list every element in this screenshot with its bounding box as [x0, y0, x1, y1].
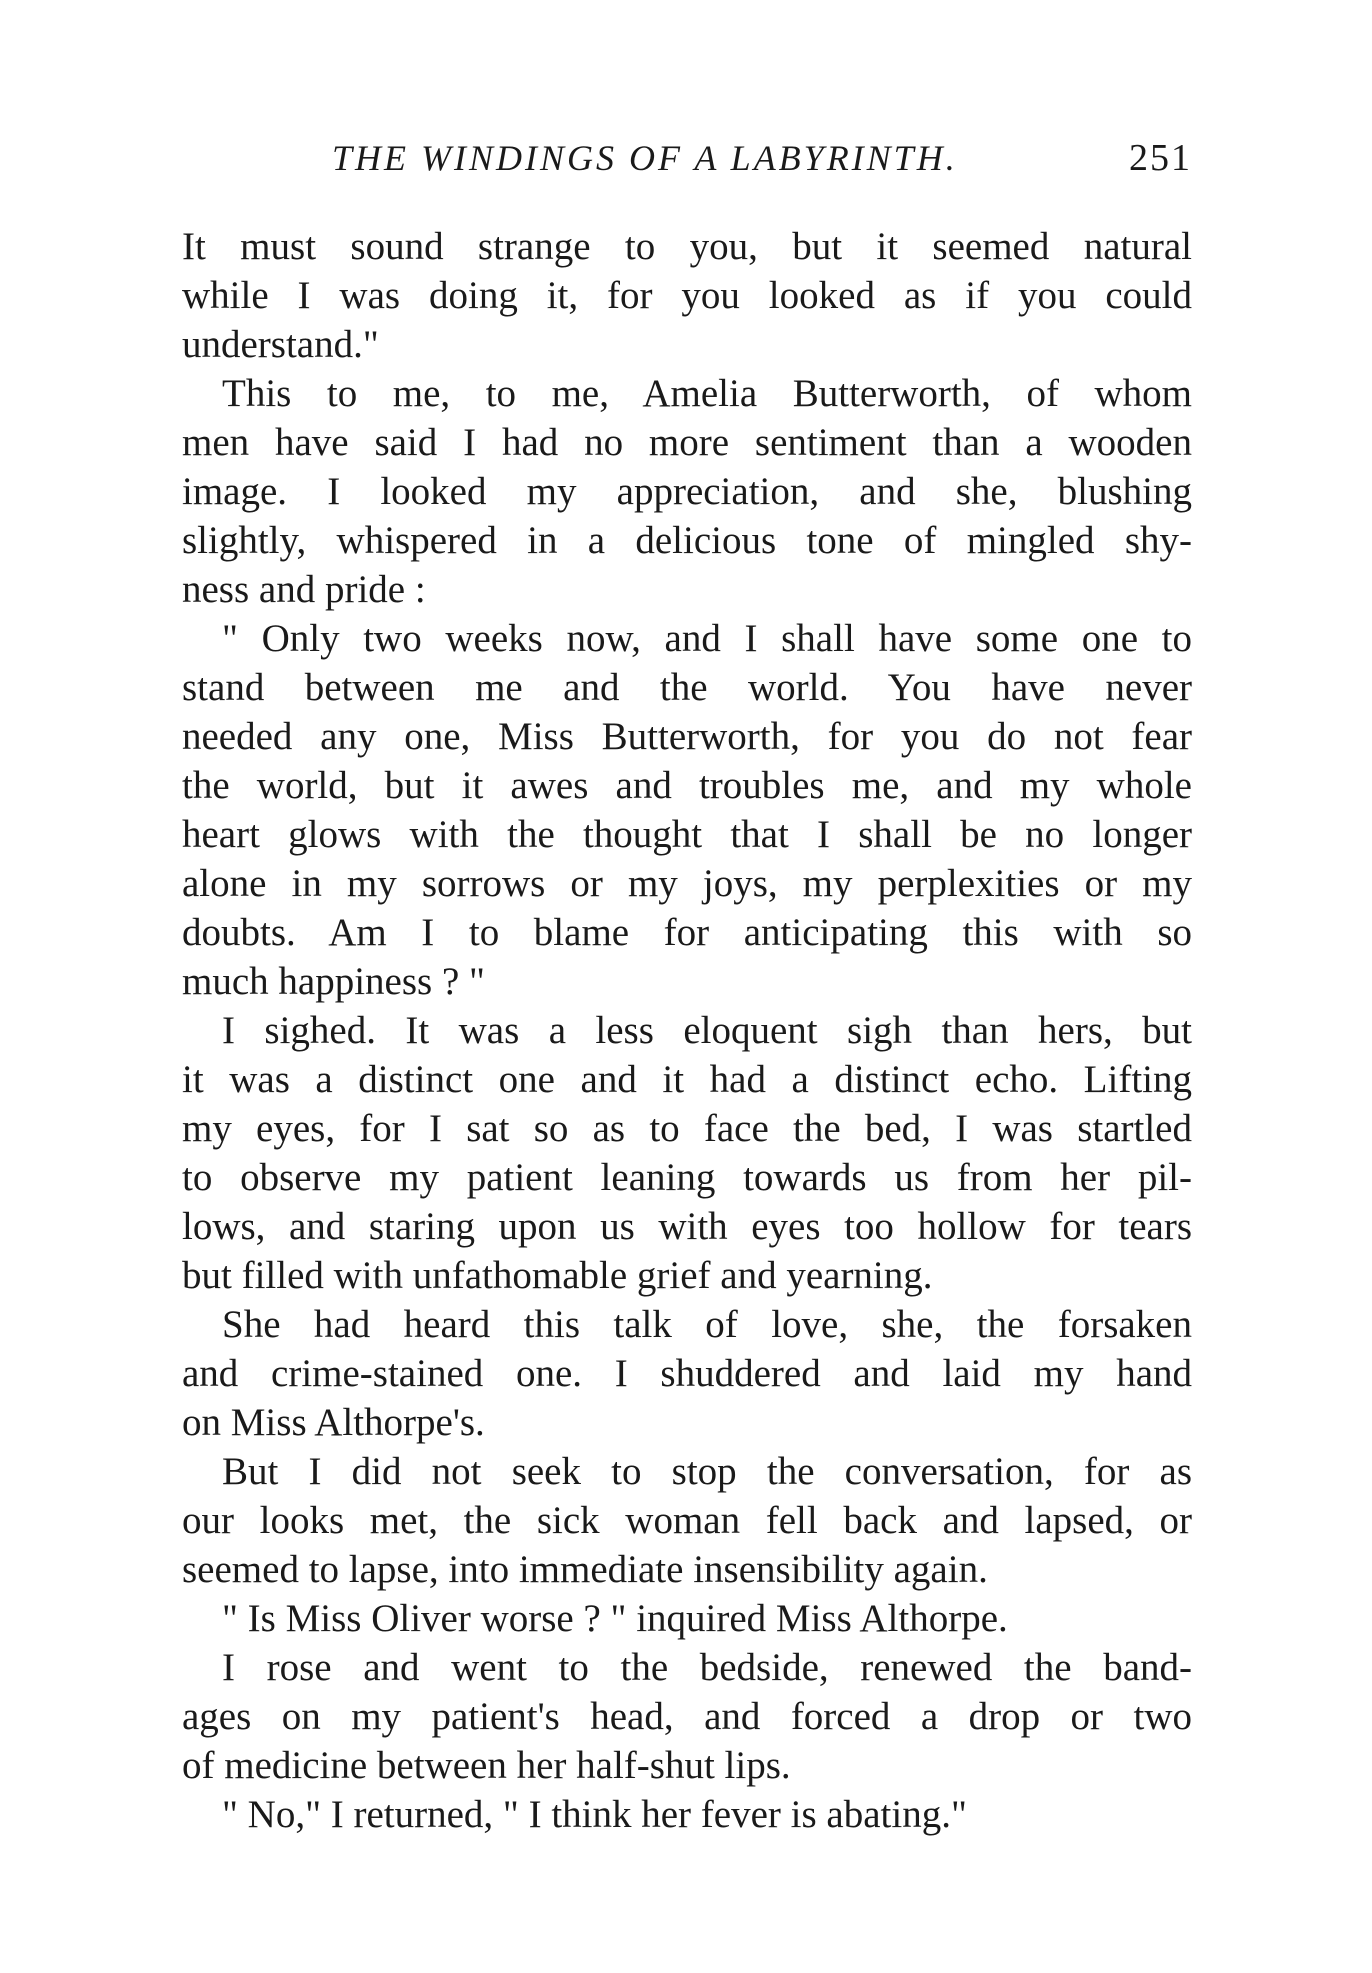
text-line: ness and pride :	[182, 568, 426, 611]
text-line: This to me, to me, Amelia Butterworth, of whom	[222, 372, 1192, 415]
text-line: " No," I returned, " I think her fever is abating."	[222, 1793, 967, 1836]
text-line: much happiness ? "	[182, 960, 485, 1003]
text-line: image. I looked my appreciation, and she, blushing	[182, 470, 1192, 513]
text-line: the world, but it awes and troubles me, and my whole	[182, 764, 1192, 807]
page-number: 251	[1129, 137, 1192, 179]
text-line: I rose and went to the bedside, renewed the band-	[222, 1646, 1192, 1689]
text-line: to observe my patient leaning towards us from her pil-	[182, 1156, 1192, 1199]
text-line: doubts. Am I to blame for anticipating this with so	[182, 911, 1192, 954]
text-line: our looks met, the sick woman fell back and lapsed, or	[182, 1499, 1192, 1542]
text-line: it was a distinct one and it had a distinct echo. Lifting	[182, 1058, 1192, 1101]
text-line: slightly, whispered in a delicious tone of mingled shy-	[182, 519, 1192, 562]
text-line: of medicine between her half-shut lips.	[182, 1744, 791, 1787]
text-line: stand between me and the world. You have never	[182, 666, 1192, 709]
text-line: heart glows with the thought that I shall be no longer	[182, 813, 1192, 856]
body-text	[182, 222, 1192, 1839]
text-line: on Miss Althorpe's.	[182, 1401, 485, 1444]
text-line: seemed to lapse, into immediate insensibility again.	[182, 1548, 988, 1591]
text-line: while I was doing it, for you looked as if you could	[182, 274, 1192, 317]
running-title: THE WINDINGS OF A LABYRINTH.	[332, 138, 958, 178]
text-line: my eyes, for I sat so as to face the bed, I was startled	[182, 1107, 1192, 1150]
text-line: alone in my sorrows or my joys, my perplexities or my	[182, 862, 1192, 905]
text-line: " Is Miss Oliver worse ? " inquired Miss Althorpe.	[222, 1597, 1008, 1640]
text-line: needed any one, Miss Butterworth, for you do not fear	[182, 715, 1192, 758]
text-line: It must sound strange to you, but it seemed natural	[182, 225, 1192, 268]
text-line: and crime-stained one. I shuddered and laid my hand	[182, 1352, 1192, 1395]
text-line: " Only two weeks now, and I shall have some one to	[222, 617, 1192, 660]
text-line: lows, and staring upon us with eyes too hollow for tears	[182, 1205, 1192, 1248]
text-line: But I did not seek to stop the conversation, for as	[222, 1450, 1192, 1493]
text-line: understand."	[182, 323, 379, 366]
text-line: She had heard this talk of love, she, the forsaken	[222, 1303, 1192, 1346]
text-line: I sighed. It was a less eloquent sigh than hers, but	[222, 1009, 1192, 1052]
running-head	[182, 130, 1192, 186]
text-line: men have said I had no more sentiment than a wooden	[182, 421, 1192, 464]
text-line: but filled with unfathomable grief and yearning.	[182, 1254, 933, 1297]
text-line: ages on my patient's head, and forced a drop or two	[182, 1695, 1192, 1738]
